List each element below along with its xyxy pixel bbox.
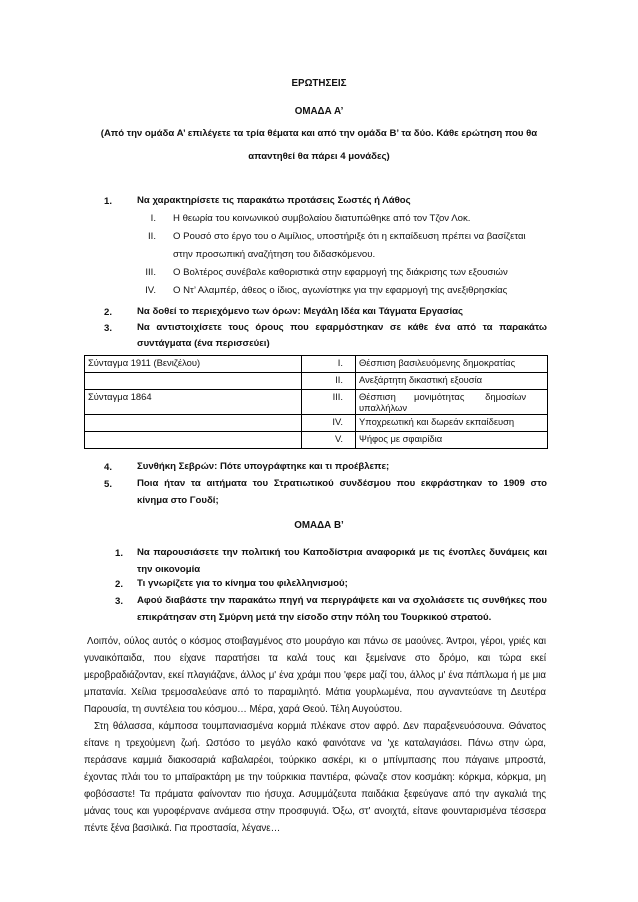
q1-item-3-number: III. [145,267,156,278]
passage-paragraph-2: Στη θάλασσα, κάμποσα τουμπανιασμένα κορμιά πλέκανε στον αφρό. Δεν παραξενευόσουνα. Θάνατος είτανε η τρεχούμενη ζωή. Ωστόσο το μεγάλο κακό φαινότανε να 'χε καταλαγιάσει. Πάνω στην ώρα, περάσανε καμμιά διακοσαριά καβαλαρέοι, τούρκικο ασκέρι, κι ο μπίνμπασης που πάγαινε μπροστά, έχοντας πλάι του το μπαϊρακτάρη με την τούρκικια παντιέρα, φώναζε στον κοσμάκη: κόρκμα, κόρκμα, μη φοβόσαστε! Τα πράματα φαίνονταν πιο ήσυχα. Ασυμμάζευτα παιδάκια ξεφεύγανε από την αγκαλιά της μάνας τους και γυροφέρνανε ανάμεσα στην προσφυγιά. Όξω, στ' ανοιχτά, είτανε φουνταρισμένα τέσσερα πέντε ξένα βασιλικά. Για προστασία, λέγανε… [84,721,546,834]
table-row-text-line: υπαλλήλων [359,402,408,413]
table-left-cell [85,415,302,432]
table-row-text: Υποχρεωτική και δωρεάν εκπαίδευση [356,415,548,432]
table-row-number: III. [302,390,356,415]
table-row-number: IV. [302,415,356,432]
q1-item-1-number: I. [150,213,156,224]
document-title: ΕΡΩΤΗΣΕΙΣ [291,78,347,89]
question-5-text: Ποια ήταν τα αιτήματα του Στρατιωτικού συνδέσμου που εκφράστηκαν το 1909 στο [137,478,547,489]
table-row [85,373,548,390]
table-left-cell [85,373,302,390]
table-left-cell: Σύνταγμα 1911 (Βενιζέλου) [85,356,302,373]
table-left-cell: Σύνταγμα 1864 [85,390,302,415]
q1-item-2-text-cont: στην προσωπική αναζήτηση του διδασκόμενου. [173,249,376,260]
q1-item-3-text: Ο Βολτέρος συνέβαλε καθοριστικά στην εφαρμογή της διάκρισης των εξουσιών [173,267,508,278]
group-b-question-3-number: 3. [115,596,124,607]
table-row-text [356,390,548,415]
group-b-question-3-text: Αφού διαβάστε την παρακάτω πηγή να περιγράψετε και να σχολιάσετε τις συνθήκες που [137,595,547,606]
instructions-line-1: (Από την ομάδα Α’ επιλέγετε τα τρία θέματα και από την ομάδα Β’ τα δύο. Κάθε ερώτηση που θα [100,128,538,139]
question-2-number: 2. [104,307,113,318]
question-5-number: 5. [104,479,113,490]
table-row [85,390,548,415]
group-b-question-1-text: Να παρουσιάσετε την πολιτική του Καποδίστρια αναφορικά με τις ένοπλες δυνάμεις και [137,547,547,558]
table-row-text: Ανεξάρτητη δικαστική εξουσία [356,373,548,390]
question-3-text-cont: συντάγματα (ένα περισσεύει) [137,338,270,349]
group-b-heading: ΟΜΑΔΑ Β’ [294,520,344,531]
passage-paragraph-1: Λοιπόν, ούλος αυτός ο κόσμος στοιβαγμένος στο μουράγιο και πάνω σε μαούνες. Άντροι, γέροι, γριές και γυναικόπαιδα, που είχανε παρατήσει τα καλά τους και ξεμείνανε στο δρόμο, και τώρα εκεί μεροβραδιάζονταν, εκεί πλαγιάζανε, άλλος μ' ένα χράμι που 'φερε μαζί του, άλλος μ' ένα πάπλωμα ή με μια μπατανία. Χείλια τρεμοσαλεύανε από το παραμιλητό. Μάτια γουρλωμένα, που αγναντεύανε τη Δευτέρα Παρουσία, τη συντέλεια του κόσμου… Μέρα, χαρά Θεού. Τέλη Αυγούστου. [84,636,546,715]
group-b-question-2-text: Τι γνωρίζετε για το κίνημα του φιλελληνισμού; [137,578,348,589]
question-3-text: Να αντιστοιχίσετε τους όρους που εφαρμόστηκαν σε κάθε ένα από τα παρακάτω [137,322,547,333]
question-1-number: 1. [104,196,113,207]
question-5-text-cont: κίνημα στο Γουδί; [137,495,219,506]
group-b-question-3-text-cont: επικράτησαν στη Σμύρνη μετά την είσοδο στην πόλη του Τουρκικού στρατού. [137,612,492,623]
question-4-number: 4. [104,462,113,473]
table-row [85,432,548,449]
table-row-number: I. [302,356,356,373]
q1-item-1-text: Η θεωρία του κοινωνικού συμβολαίου διατυπώθηκε από τον Τζον Λοκ. [173,213,471,224]
table-row [85,356,548,373]
instructions-line-2: απαντηθεί θα πάρει 4 μονάδες) [248,151,390,162]
table-left-cell [85,432,302,449]
table-row [85,415,548,432]
group-a-heading: ΟΜΑΔΑ Α’ [294,106,344,117]
question-1-text: Να χαρακτηρίσετε τις παρακάτω προτάσεις Σωστές ή Λάθος [137,195,411,206]
table-row-number: II. [302,373,356,390]
q1-item-2-number: II. [148,231,156,242]
source-passage [84,633,546,837]
group-b-question-1-text-cont: την οικονομία [137,564,201,575]
q1-item-2-text: Ο Ρουσό στο έργο του ο Αιμίλιος, υποστήριξε ότι η εκπαίδευση πρέπει να βασίζεται [173,231,526,242]
q1-item-4-text: Ο Ντ’ Αλαμπέρ, άθεος ο ίδιος, αγωνίστηκε για την εφαρμογή της ανεξιθρησκίας [173,285,508,296]
table-row-text: Θέσπιση βασιλευόμενης δημοκρατίας [356,356,548,373]
table-row-text: Ψήφος με σφαιρίδια [356,432,548,449]
group-b-question-2-number: 2. [115,579,124,590]
q1-item-4-number: IV. [145,285,156,296]
group-b-question-1-number: 1. [115,548,124,559]
matching-table [84,355,548,449]
table-row-number: V. [302,432,356,449]
question-3-number: 3. [104,323,113,334]
question-2-text: Να δοθεί το περιεχόμενο των όρων: Μεγάλη Ιδέα και Τάγματα Εργασίας [137,306,464,317]
table-row-text-line: Θέσπιση μονιμότητας δημοσίων [359,391,527,402]
question-4-text: Συνθήκη Σεβρών: Πότε υπογράφτηκε και τι προέβλεπε; [137,461,390,472]
